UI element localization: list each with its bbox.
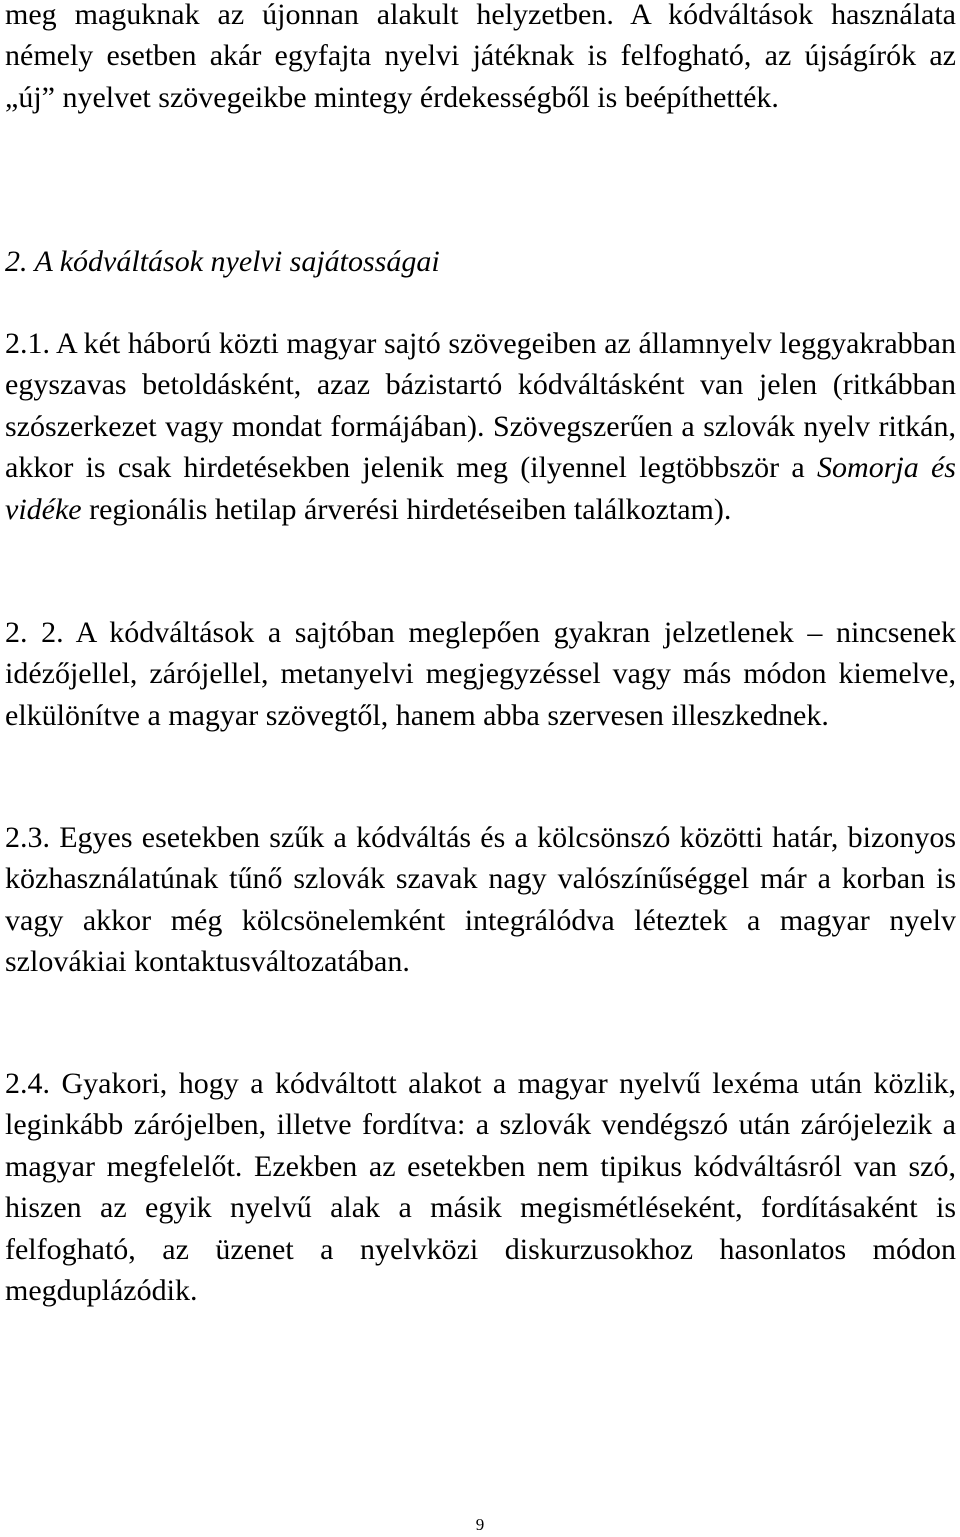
paragraph-2-1 [5, 323, 956, 530]
newspaper-title: Somorja és vidéke [5, 451, 956, 526]
paragraph-2-1-text-end: regionális hetilap árverési hirdetéseiben találkoztam). [81, 492, 732, 526]
intro-paragraph: meg maguknak az újonnan alakult helyzetben. A kódváltások használata némely esetben akár egyfajta nyelvi játéknak is felfogható, az újságírók az „új” nyelvet szövegeikbe mintegy érdekességből is beépíthették. [5, 0, 956, 114]
paragraph-2-2: 2. 2. A kódváltások a sajtóban meglepően gyakran jelzetlenek – nincsenek idézőjellel, zárójellel, metanyelvi megjegyzéssel vagy más módon kiemelve, elkülönítve a magyar szövegtől, hanem abba szervesen illeszkednek. [5, 616, 956, 732]
page-number: 9 [475, 1515, 485, 1534]
paragraph-2-4: 2.4. Gyakori, hogy a kódváltott alakot a magyar nyelvű lexéma után közlik, leginkább zárójelben, illetve fordítva: a szlovák vendégszó után zárójelezik a magyar megfelelőt. Ezekben az esetekben nem tipikus kódváltásról van szó, hiszen az egyik nyelvű alak a másik megismétléseként, fordításaként is felfogható, az üzenet a nyelvközi diskurzusokhoz hasonlatos módon megduplázódik. [5, 1067, 956, 1308]
paragraph-2-1-text-start: 2.1. A két háború közti magyar sajtó szövegeiben az államnyelv leggyakrabban egyszavas betoldásként, azaz bázistartó kódváltásként van jelen (ritkábban szószerkezet vagy mondat formájában). Szövegszerűen a szlovák nyelv ritkán, akkor is csak hirdetésekben jelenik meg (ilyennel legtöbbször a [5, 327, 956, 485]
section-heading: 2. A kódváltások nyelvi sajátosságai [5, 245, 440, 278]
paragraph-2-3: 2.3. Egyes esetekben szűk a kódváltás és a kölcsönszó közötti határ, bizonyos közhasználatúnak tűnő szlovák szavak nagy valószínűséggel már a korban is vagy akkor még kölcsönelemként integrálódva léteztek a magyar nyelv szlovákiai kontaktusváltozatában. [5, 821, 956, 979]
